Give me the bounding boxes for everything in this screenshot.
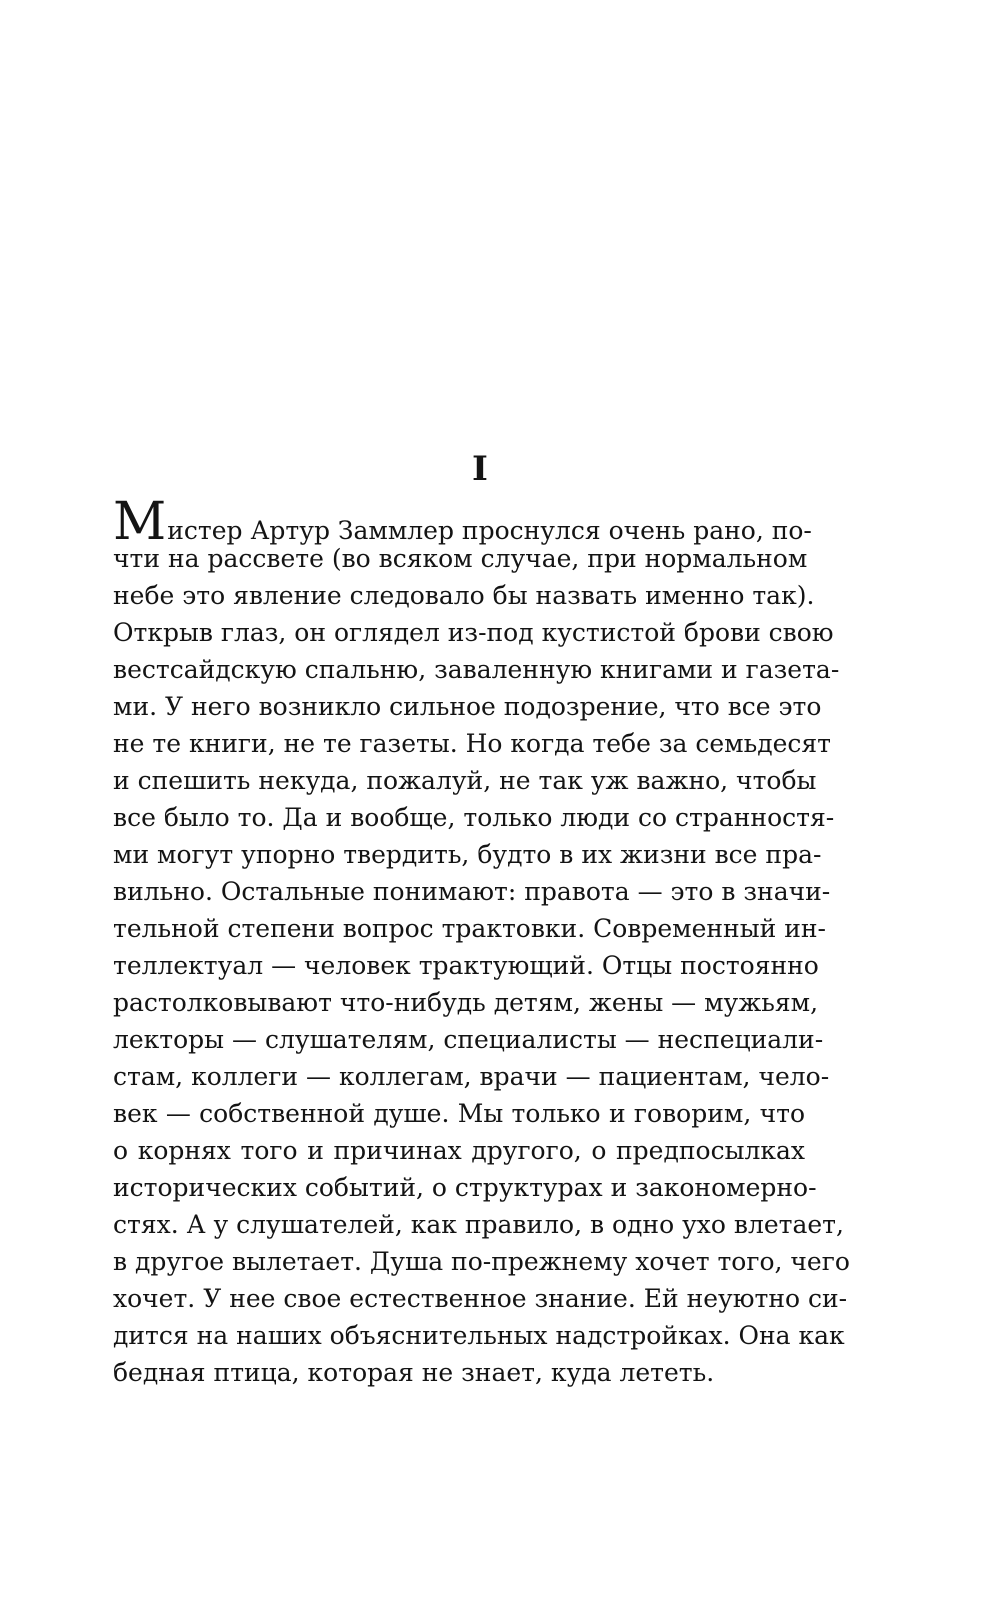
text-line: исторических событий, о структурах и закономерно- bbox=[113, 1173, 817, 1202]
text-line: растолковывают что-нибудь детям, жены — мужьям, bbox=[113, 988, 819, 1017]
text-line: Открыв глаз, он оглядел из-под кустистой брови свою bbox=[113, 618, 834, 647]
text-line-first bbox=[113, 492, 812, 552]
text-line: все было то. Да и вообще, только люди со странностя- bbox=[113, 803, 835, 832]
text-line: о корнях того и причинах другого, о предпосылках bbox=[113, 1136, 805, 1165]
text-line: небе это явление следовало бы назвать именно так). bbox=[113, 581, 815, 610]
text-line: не те книги, не те газеты. Но когда тебе за семьдесят bbox=[113, 729, 831, 758]
text-line: ми. У него возникло сильное подозрение, что все это bbox=[113, 692, 822, 721]
text-line: в другое вылетает. Душа по-прежнему хочет того, чего bbox=[113, 1247, 850, 1276]
chapter-number: I bbox=[472, 449, 488, 489]
text-line: век — собственной душе. Мы только и говорим, что bbox=[113, 1099, 805, 1128]
text-line-first-rest: истер Артур Заммлер проснулся очень рано, по- bbox=[167, 516, 812, 545]
text-line: стях. А у слушателей, как правило, в одно ухо влетает, bbox=[113, 1210, 844, 1239]
text-line: вильно. Остальные понимают: правота — это в значи- bbox=[113, 877, 831, 906]
text-line: вестсайдскую спальню, заваленную книгами и газета- bbox=[113, 655, 840, 684]
text-line: хочет. У нее свое естественное знание. Ей неуютно си- bbox=[113, 1284, 848, 1313]
text-line: дится на наших объяснительных надстройках. Она как bbox=[113, 1321, 845, 1350]
text-line: и спешить некуда, пожалуй, не так уж важно, чтобы bbox=[113, 766, 817, 795]
text-line: лекторы — слушателям, специалисты — неспециали- bbox=[113, 1025, 824, 1054]
text-line: стам, коллеги — коллегам, врачи — пациентам, чело- bbox=[113, 1062, 830, 1091]
drop-initial: М bbox=[113, 492, 167, 552]
text-line: ми могут упорно твердить, будто в их жизни все пра- bbox=[113, 840, 822, 869]
text-line-last: бедная птица, которая не знает, куда лететь. bbox=[113, 1358, 715, 1387]
text-line: теллектуал — человек трактующий. Отцы постоянно bbox=[113, 951, 819, 980]
text-line: чти на рассвете (во всяком случае, при нормальном bbox=[113, 544, 808, 573]
text-line: тельной степени вопрос трактовки. Современный ин- bbox=[113, 914, 826, 943]
